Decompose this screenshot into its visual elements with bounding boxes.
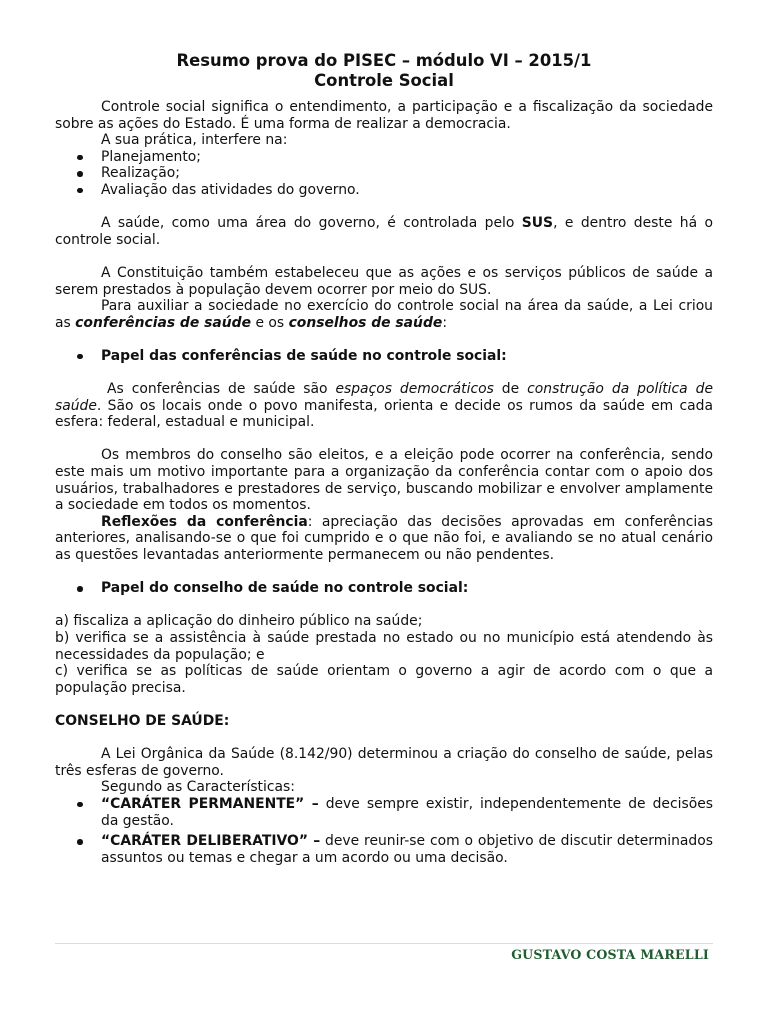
document-title [55, 51, 713, 91]
reflexoes-label: Reflexões da conferência [101, 513, 308, 530]
conselho-item-a: a) fiscaliza a aplicação do dinheiro público na saúde; [55, 613, 423, 630]
saude-paragraph: A saúde, como uma área do governo, é controlada pelo SUS, e dentro deste há o controle social. [55, 215, 713, 248]
list-item: “CARÁTER PERMANENTE” – deve sempre existir, independentemente de decisões da gestão. [55, 796, 713, 829]
title-line-1: Resumo prova do PISEC – módulo VI – 2015/1 [176, 51, 592, 70]
conferencias-paragraph: As conferências de saúde são espaços democráticos de construção da política de saúde. São os locais onde o povo manifesta, orienta e decide os rumos da saúde em cada esfera: federal, estadual e municipal. [55, 381, 713, 431]
reflexoes-paragraph: Reflexões da conferência: apreciação das decisões aprovadas em conferências anteriores, analisando-se o que foi cumprido e o que não foi, e avaliando se no atual cenário as questões levantadas anteriormente permanecem ou não pendentes. [55, 513, 713, 564]
constituicao-paragraph: A Constituição também estabeleceu que as ações e os serviços públicos de saúde a serem prestados à população devem ocorrer por meio do SUS. [55, 264, 713, 298]
title-line-2: Controle Social [314, 71, 454, 90]
list-item: Avaliação das atividades do governo. [55, 182, 713, 199]
footer-author: GUSTAVO COSTA MARELLI [511, 947, 709, 962]
conselho-item-c: c) verifica se as políticas de saúde orientam o governo a agir de acordo com o que a população precisa. [55, 663, 713, 696]
document-body [55, 51, 713, 870]
intro-practice: A sua prática, interfere na: [101, 132, 288, 149]
sus-term: SUS [521, 215, 554, 232]
conferencias-term: conferências de saúde [75, 314, 252, 331]
list-item: Realização; [55, 165, 713, 182]
practice-list [55, 149, 713, 199]
lei-organica-paragraph: A Lei Orgânica da Saúde (8.142/90) determinou a criação do conselho de saúde, pelas três esferas de governo. [55, 746, 713, 779]
section-heading-conselho: Papel do conselho de saúde no controle social: [55, 580, 713, 597]
conselho-saude-heading: CONSELHO DE SAÚDE: [55, 712, 230, 729]
footer-divider [55, 943, 713, 944]
conferencias-heading-list [55, 348, 713, 365]
lei-paragraph: Para auxiliar a sociedade no exercício do controle social na área da saúde, a Lei criou as conferências de saúde e os conselhos de saúde: [55, 298, 713, 331]
caracteristicas-list [55, 796, 713, 866]
intro-paragraph: Controle social significa o entendimento, a participação e a fiscalização da sociedade sobre as ações do Estado. É uma forma de realizar a democracia. [55, 99, 713, 132]
caracteristicas-intro: Segundo as Características: [101, 779, 295, 796]
conselho-item-b: b) verifica se a assistência à saúde prestada no estado ou no município está atendendo às necessidades da população; e [55, 630, 713, 663]
section-heading-conferencias: Papel das conferências de saúde no controle social: [55, 348, 713, 365]
conselho-heading-list [55, 580, 713, 597]
list-item: “CARÁTER DELIBERATIVO” – deve reunir-se com o objetivo de discutir determinados assuntos ou temas e chegar a um acordo ou uma decisão. [55, 833, 713, 866]
conselhos-term: conselhos de saúde [288, 314, 443, 331]
list-item: Planejamento; [55, 149, 713, 166]
membros-paragraph: Os membros do conselho são eleitos, e a eleição pode ocorrer na conferência, sendo este mais um motivo importante para a organização da conferência contar com o apoio dos usuários, trabalhadores e prestadores de serviço, buscando mobilizar e envolver amplamente a sociedade em todos os momentos. [55, 447, 713, 514]
